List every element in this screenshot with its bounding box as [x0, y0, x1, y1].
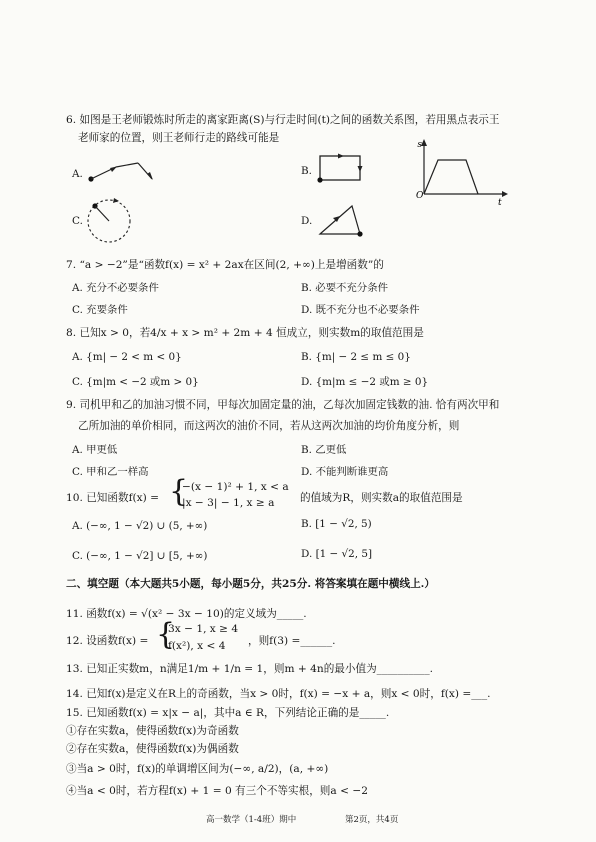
q9-stem-line1: 9. 司机甲和乙的加油习惯不同，甲每次加固定量的油，乙每次加固定钱数的油. 恰有两次甲和	[66, 399, 500, 411]
q6-option-a-label: A.	[72, 168, 83, 180]
q8-option-a: A. {m| − 2 < m < 0}	[72, 351, 182, 363]
q15-statement-2: ②存在实数a，使得函数f(x)为偶函数	[66, 743, 239, 755]
q10-case2: |x − 3| − 1, x ≥ a	[182, 497, 275, 509]
q6-option-c-path	[84, 195, 136, 247]
q7-option-d: D. 既不充分也不必要条件	[301, 304, 420, 316]
q12-brace: {	[156, 617, 176, 652]
q7-option-a: A. 充分不必要条件	[72, 282, 159, 294]
q8-option-c: C. {m|m < −2 或m > 0}	[72, 376, 199, 388]
q6-option-d-path	[316, 200, 366, 240]
q9-stem-line2: 乙所加油的单价相同，而这两次的油价不同，若从这两次加油的均价角度分析，则	[78, 420, 460, 432]
q7-option-c: C. 充要条件	[72, 304, 128, 316]
q6-option-d-label: D.	[301, 215, 313, 227]
q14: 14. 已知f(x)是定义在R上的奇函数，当x > 0时，f(x) = −x + a，则x < 0时，f(x) =___.	[66, 688, 491, 700]
q9-option-c: C. 甲和乙一样高	[72, 466, 149, 478]
q6-stem-line2: 老师家的位置，则王老师行走的路线可能是	[78, 132, 280, 144]
graph-s-label: s	[417, 140, 422, 150]
q10-prefix: 10. 已知函数f(x) =	[66, 492, 159, 504]
footer-page-number: 第2页，共4页	[345, 815, 399, 825]
q6-option-c-label: C.	[72, 215, 83, 227]
section-2-header: 二、填空题（本大题共5小题，每小题5分，共25分. 将答案填在题中横线上.）	[66, 578, 435, 590]
q12-prefix: 12. 设函数f(x) =	[66, 635, 149, 647]
q12-case1: 3x − 1, x ≥ 4	[168, 623, 239, 635]
graph-o-label: O	[416, 191, 424, 201]
q8-option-d: D. {m|m ≤ −2 或m ≥ 0}	[301, 376, 429, 388]
distance-time-graph	[408, 138, 508, 206]
q6-option-b-label: B.	[301, 165, 312, 177]
q15-statement-1: ①存在实数a，使得函数f(x)为奇函数	[66, 725, 239, 737]
q12-suffix: ，则f(3) =______.	[248, 635, 336, 647]
q10-case1: −(x − 1)² + 1, x < a	[182, 481, 289, 493]
q10-suffix: 的值域为R，则实数a的取值范围是	[300, 492, 463, 504]
q15-stem: 15. 已知函数f(x) = x|x − a|，其中a ∈ R，下列结论正确的是_____.	[66, 707, 390, 719]
q10-option-a: A. (−∞, 1 − √2) ∪ (5, +∞)	[72, 520, 208, 532]
q7-stem: 7. “a > −2”是“函数f(x) = x² + 2ax在区间(2, +∞)上是增函数”的	[66, 259, 384, 271]
q10-option-b: B. [1 − √2, 5)	[301, 518, 372, 530]
q10-brace: {	[169, 474, 189, 509]
q9-option-a: A. 甲更低	[72, 444, 118, 456]
q8-stem: 8. 已知x > 0，若4/x + x > m² + 2m + 4 恒成立，则实数m的取值范围是	[66, 327, 424, 339]
q15-statement-3: ③当a > 0时，f(x)的单调增区间为(−∞, a/2)，(a, +∞)	[66, 763, 329, 775]
q10-option-c: C. (−∞, 1 − √2] ∪ [5, +∞)	[72, 550, 208, 562]
q6-stem-line1: 6. 如图是王老师锻炼时所走的离家距离(S)与行走时间(t)之间的函数关系图，若用黑点表示王	[66, 114, 500, 126]
q10-option-d: D. [1 − √2, 5]	[301, 548, 373, 560]
q9-option-d: D. 不能判断谁更高	[301, 466, 389, 478]
graph-t-label: t	[498, 198, 502, 208]
q12-case2: f(x²), x < 4	[168, 640, 226, 652]
q8-option-b: B. {m| − 2 ≤ m ≤ 0}	[301, 351, 411, 363]
q6-option-a-path	[86, 155, 166, 189]
q11: 11. 函数f(x) = √(x² − 3x − 10)的定义域为_____.	[66, 608, 307, 620]
q13: 13. 已知正实数m，n满足1/m + 1/n = 1，则m + 4n的最小值为__________.	[66, 663, 433, 675]
footer-course: 高一数学（1-4班）期中	[206, 815, 297, 825]
q6-option-b-path	[316, 152, 366, 186]
q15-statement-4: ④当a < 0时，若方程f(x) + 1 = 0 有三个不等实根，则a < −2	[66, 785, 368, 797]
q7-option-b: B. 必要不充分条件	[301, 282, 388, 294]
q9-option-b: B. 乙更低	[301, 444, 347, 456]
